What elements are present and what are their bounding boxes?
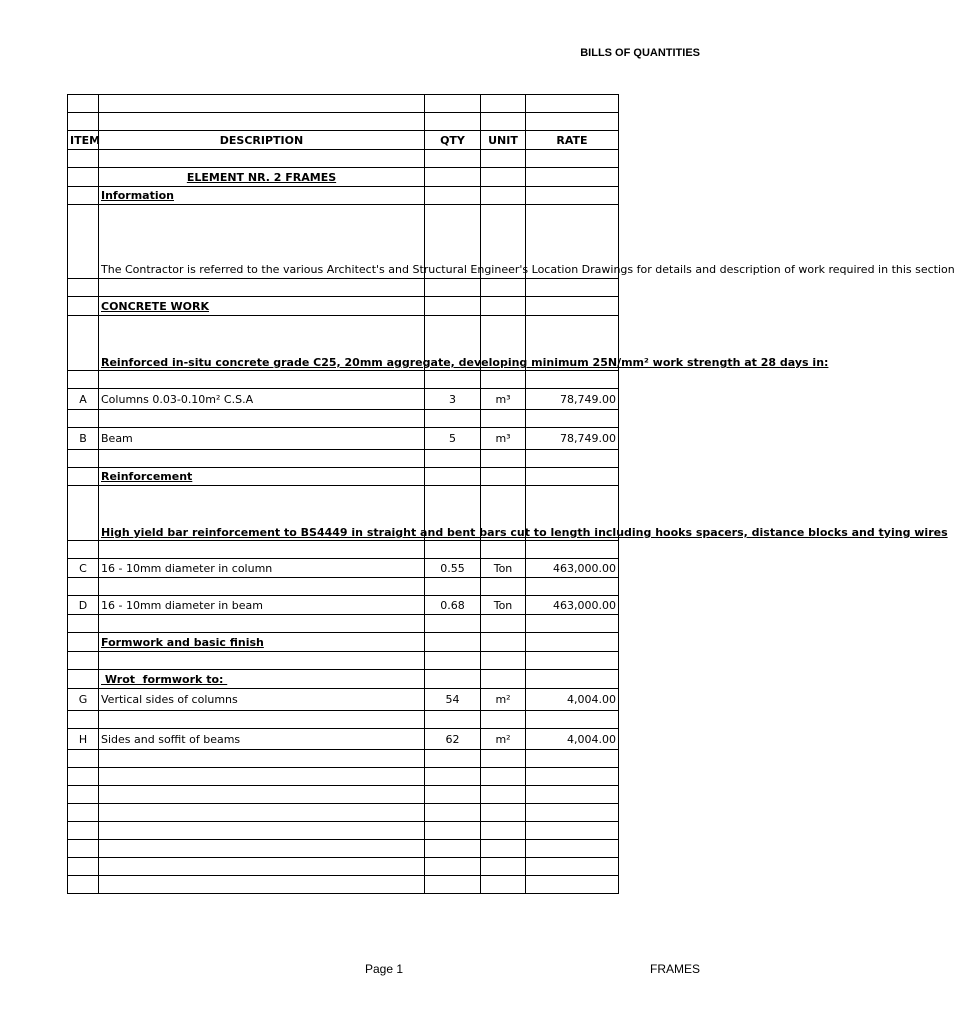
item-code: H bbox=[68, 729, 99, 750]
reinforcement-spec: High yield bar reinforcement to BS4449 in straight and bent bars cut to length including hooks spacers, distance blocks and tying wires bbox=[99, 486, 425, 541]
item-description: 16 - 10mm diameter in beam bbox=[99, 596, 425, 615]
blank-row bbox=[68, 410, 619, 428]
blank-row bbox=[68, 450, 619, 468]
info-row bbox=[68, 205, 619, 279]
item-qty: 3 bbox=[425, 389, 481, 410]
blank-row bbox=[68, 113, 619, 131]
blank-row bbox=[68, 822, 619, 840]
item-code: C bbox=[68, 559, 99, 578]
item-code: D bbox=[68, 596, 99, 615]
item-code: A bbox=[68, 389, 99, 410]
table-row bbox=[68, 596, 619, 615]
item-rate: 463,000.00 bbox=[526, 559, 619, 578]
page-number: Page 1 bbox=[365, 962, 404, 976]
blank-row bbox=[68, 95, 619, 113]
concrete-spec: Reinforced in-situ concrete grade C25, 20mm aggregate, developing minimum 25N/mm² work strength at 28 days in: bbox=[99, 316, 425, 371]
item-description: Sides and soffit of beams bbox=[99, 729, 425, 750]
item-code: B bbox=[68, 428, 99, 450]
col-header-item: ITEM bbox=[68, 131, 99, 150]
section-concrete-work: CONCRETE WORK bbox=[99, 297, 425, 316]
item-unit: m² bbox=[481, 729, 526, 750]
blank-row bbox=[68, 876, 619, 894]
blank-row bbox=[68, 711, 619, 729]
blank-row bbox=[68, 150, 619, 168]
col-header-unit: UNIT bbox=[481, 131, 526, 150]
item-unit: m² bbox=[481, 689, 526, 711]
item-rate: 4,004.00 bbox=[526, 689, 619, 711]
table-row bbox=[68, 428, 619, 450]
blank-row bbox=[68, 578, 619, 596]
blank-row bbox=[68, 750, 619, 768]
section-row bbox=[68, 297, 619, 316]
element-title: ELEMENT NR. 2 FRAMES bbox=[99, 168, 425, 187]
section-wrot-formwork: Wrot formwork to: bbox=[99, 670, 425, 689]
section-row bbox=[68, 187, 619, 205]
item-rate: 78,749.00 bbox=[526, 389, 619, 410]
spec-row bbox=[68, 486, 619, 541]
item-unit: Ton bbox=[481, 596, 526, 615]
blank-row bbox=[68, 858, 619, 876]
section-reinforcement: Reinforcement bbox=[99, 468, 425, 486]
blank-row bbox=[68, 541, 619, 559]
section-row bbox=[68, 670, 619, 689]
item-rate: 78,749.00 bbox=[526, 428, 619, 450]
col-header-qty: QTY bbox=[425, 131, 481, 150]
item-unit: Ton bbox=[481, 559, 526, 578]
item-unit: m³ bbox=[481, 389, 526, 410]
table-row bbox=[68, 559, 619, 578]
item-unit: m³ bbox=[481, 428, 526, 450]
item-description: Vertical sides of columns bbox=[99, 689, 425, 711]
spec-row bbox=[68, 316, 619, 371]
blank-row bbox=[68, 840, 619, 858]
blank-row bbox=[68, 371, 619, 389]
item-qty: 54 bbox=[425, 689, 481, 711]
table-row bbox=[68, 729, 619, 750]
item-qty: 62 bbox=[425, 729, 481, 750]
blank-row bbox=[68, 652, 619, 670]
item-qty: 5 bbox=[425, 428, 481, 450]
table-row bbox=[68, 689, 619, 711]
section-row bbox=[68, 468, 619, 486]
item-qty: 0.55 bbox=[425, 559, 481, 578]
blank-row bbox=[68, 279, 619, 297]
item-qty: 0.68 bbox=[425, 596, 481, 615]
section-formwork: Formwork and basic finish bbox=[99, 633, 425, 652]
item-code: G bbox=[68, 689, 99, 711]
element-title-row bbox=[68, 168, 619, 187]
item-description: 16 - 10mm diameter in column bbox=[99, 559, 425, 578]
column-header-row bbox=[68, 131, 619, 150]
boq-table bbox=[67, 94, 955, 894]
item-description: Beam bbox=[99, 428, 425, 450]
blank-row bbox=[68, 768, 619, 786]
table-row bbox=[68, 389, 619, 410]
document-header: BILLS OF QUANTITIES bbox=[580, 47, 700, 59]
section-information: Information bbox=[99, 187, 425, 205]
item-rate: 463,000.00 bbox=[526, 596, 619, 615]
col-header-description: DESCRIPTION bbox=[99, 131, 425, 150]
item-rate: 4,004.00 bbox=[526, 729, 619, 750]
section-row bbox=[68, 633, 619, 652]
sheet-name: FRAMES bbox=[649, 962, 700, 976]
blank-row bbox=[68, 615, 619, 633]
blank-row bbox=[68, 804, 619, 822]
info-text: The Contractor is referred to the various Architect's and Structural Engineer's Location Drawings for details and description of work required in this section bbox=[99, 205, 425, 279]
blank-row bbox=[68, 786, 619, 804]
col-header-rate: RATE bbox=[526, 131, 619, 150]
item-description: Columns 0.03-0.10m² C.S.A bbox=[99, 389, 425, 410]
